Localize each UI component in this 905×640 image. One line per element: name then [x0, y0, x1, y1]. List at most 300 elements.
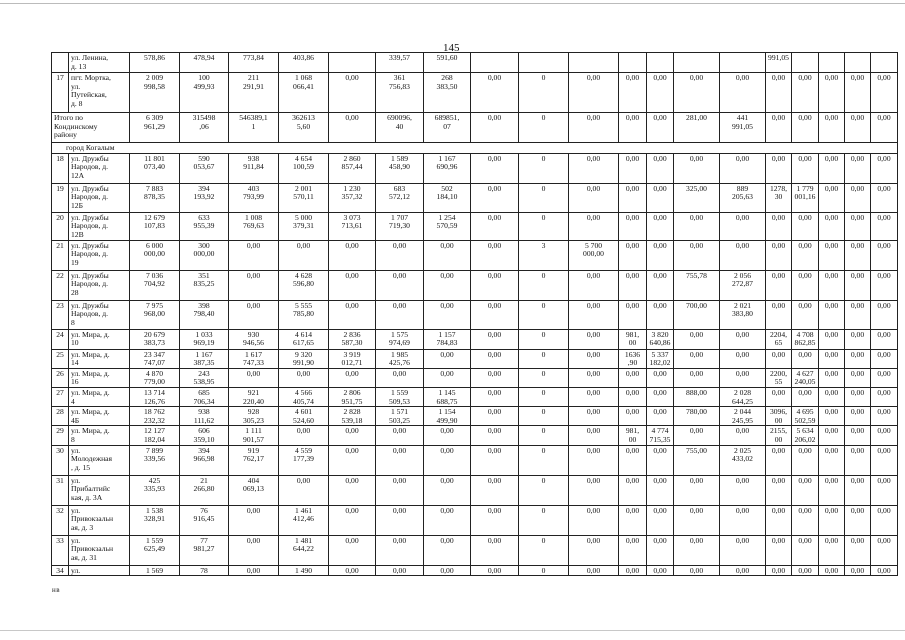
value-cell: 7 036 704,92: [130, 270, 180, 300]
value-cell: 0,00: [471, 426, 519, 445]
value-cell: 398 798,40: [180, 300, 229, 329]
value-cell: 2 009 998,58: [130, 73, 180, 113]
value-cell: 0,00: [647, 445, 674, 475]
value-cell: 0,00: [845, 183, 871, 212]
value-cell: [871, 53, 898, 73]
value-cell: 0,00: [424, 300, 471, 329]
value-cell: 0,00: [766, 505, 792, 535]
value-cell: [720, 53, 766, 73]
value-cell: 0,00: [647, 300, 674, 329]
value-cell: 4 566 405,74: [279, 387, 329, 406]
value-cell: 9 320 991,90: [279, 349, 329, 368]
value-cell: 0: [519, 73, 569, 113]
value-cell: 0,00: [720, 329, 766, 349]
value-cell: 0,00: [329, 73, 376, 113]
value-cell: 700,00: [674, 300, 720, 329]
value-cell: 3: [519, 240, 569, 270]
table-row: [52, 270, 898, 300]
section-title: город Когалым: [52, 143, 898, 154]
value-cell: 1 145 688,75: [424, 387, 471, 406]
value-cell: 1 008 769,63: [229, 212, 279, 240]
value-cell: 0,00: [471, 349, 519, 368]
value-cell: 1 490: [279, 565, 329, 576]
address-cell: ул. Дружбы Народов, д. 12В: [69, 212, 130, 240]
value-cell: 7 899 339,56: [130, 445, 180, 475]
value-cell: 0,00: [376, 445, 424, 475]
value-cell: 0,00: [376, 426, 424, 445]
row-number: 24: [52, 329, 69, 349]
value-cell: 0,00: [792, 300, 819, 329]
value-cell: 0,00: [376, 270, 424, 300]
table-row: [52, 329, 898, 349]
value-cell: 0,00: [674, 349, 720, 368]
data-table: [51, 52, 898, 576]
row-number: [52, 53, 69, 73]
value-cell: 0,00: [845, 407, 871, 426]
value-cell: 1 779 001,16: [792, 183, 819, 212]
value-cell: 0,00: [569, 153, 619, 183]
value-cell: 0,00: [792, 113, 819, 143]
value-cell: 502 184,10: [424, 183, 471, 212]
address-cell: ул. Дружбы Народов, д. 12А: [69, 153, 130, 183]
value-cell: 351 835,25: [180, 270, 229, 300]
value-cell: 0,00: [647, 387, 674, 406]
value-cell: 921 220,40: [229, 387, 279, 406]
value-cell: 20 679 383,73: [130, 329, 180, 349]
value-cell: 981, 00: [619, 426, 647, 445]
value-cell: 0,00: [471, 183, 519, 212]
value-cell: 0,00: [871, 329, 898, 349]
value-cell: 0,00: [674, 212, 720, 240]
value-cell: 0,00: [647, 212, 674, 240]
value-cell: 0,00: [279, 426, 329, 445]
value-cell: 0,00: [792, 505, 819, 535]
value-cell: 0,00: [871, 300, 898, 329]
value-cell: 0,00: [569, 387, 619, 406]
value-cell: 0,00: [871, 535, 898, 565]
value-cell: 0,00: [471, 535, 519, 565]
value-cell: 0,00: [871, 153, 898, 183]
value-cell: 0,00: [819, 535, 845, 565]
value-cell: 2 028 644,25: [720, 387, 766, 406]
value-cell: 1 167 690,96: [424, 153, 471, 183]
value-cell: 0,00: [471, 368, 519, 387]
value-cell: 100 499,93: [180, 73, 229, 113]
value-cell: [619, 53, 647, 73]
scan-top-edge: [0, 3, 905, 4]
value-cell: 0,00: [845, 349, 871, 368]
value-cell: 0,00: [647, 183, 674, 212]
row-number: 17: [52, 73, 69, 113]
value-cell: 0,00: [871, 475, 898, 505]
value-cell: 1 538 328,91: [130, 505, 180, 535]
value-cell: 0: [519, 153, 569, 183]
address-cell: ул. Мира, д. 10: [69, 329, 130, 349]
value-cell: 0,00: [819, 475, 845, 505]
address-cell: ул. Дружбы Народов, д. 19: [69, 240, 130, 270]
value-cell: 0,00: [871, 212, 898, 240]
value-cell: 0,00: [674, 240, 720, 270]
value-cell: 0,00: [819, 387, 845, 406]
value-cell: 0,00: [471, 212, 519, 240]
value-cell: 0,00: [871, 73, 898, 113]
value-cell: 0,00: [376, 368, 424, 387]
value-cell: 11 801 073,40: [130, 153, 180, 183]
value-cell: 4 654 100,59: [279, 153, 329, 183]
value-cell: [647, 53, 674, 73]
value-cell: 1 033 969,19: [180, 329, 229, 349]
value-cell: 1 157 784,83: [424, 329, 471, 349]
value-cell: 0,00: [569, 113, 619, 143]
value-cell: 3 073 713,61: [329, 212, 376, 240]
value-cell: 0,00: [845, 113, 871, 143]
value-cell: 1 985 425,76: [376, 349, 424, 368]
value-cell: 0,00: [619, 407, 647, 426]
value-cell: 0,00: [871, 407, 898, 426]
value-cell: 0: [519, 113, 569, 143]
value-cell: 403 793,99: [229, 183, 279, 212]
value-cell: 919 762,17: [229, 445, 279, 475]
value-cell: 0: [519, 349, 569, 368]
value-cell: 0,00: [819, 368, 845, 387]
table-row: [52, 300, 898, 329]
table-row: [52, 212, 898, 240]
value-cell: 0,00: [619, 387, 647, 406]
value-cell: 0,00: [619, 73, 647, 113]
footer-mark: нв: [52, 586, 61, 594]
value-cell: 546389,1 1: [229, 113, 279, 143]
row-number: 18: [52, 153, 69, 183]
value-cell: 0,00: [674, 73, 720, 113]
value-cell: 0,00: [471, 445, 519, 475]
value-cell: 0,00: [471, 407, 519, 426]
table-row: [52, 349, 898, 368]
value-cell: 425 335,93: [130, 475, 180, 505]
value-cell: 0,00: [845, 445, 871, 475]
value-cell: 2 828 539,18: [329, 407, 376, 426]
value-cell: 403,86: [279, 53, 329, 73]
value-cell: 394 966,98: [180, 445, 229, 475]
value-cell: 0: [519, 505, 569, 535]
value-cell: 0,00: [819, 240, 845, 270]
value-cell: 1 707 719,30: [376, 212, 424, 240]
value-cell: 0,00: [871, 183, 898, 212]
value-cell: 78: [180, 565, 229, 576]
value-cell: 0,00: [720, 240, 766, 270]
address-cell: ул. Молодежная , д. 15: [69, 445, 130, 475]
value-cell: 0,00: [471, 329, 519, 349]
value-cell: 0,00: [619, 535, 647, 565]
value-cell: 0,00: [792, 270, 819, 300]
value-cell: 0,00: [619, 368, 647, 387]
value-cell: 685 706,34: [180, 387, 229, 406]
address-cell: ул. Мира, д. 4: [69, 387, 130, 406]
value-cell: 0,00: [845, 565, 871, 576]
row-number: 33: [52, 535, 69, 565]
value-cell: 3 820 640,86: [647, 329, 674, 349]
value-cell: 780,00: [674, 407, 720, 426]
value-cell: 0,00: [819, 183, 845, 212]
value-cell: 928 305,23: [229, 407, 279, 426]
value-cell: 18 762 232,32: [130, 407, 180, 426]
value-cell: 4 601 524,60: [279, 407, 329, 426]
value-cell: 0,00: [229, 300, 279, 329]
value-cell: 0,00: [845, 73, 871, 113]
value-cell: 441 991,05: [720, 113, 766, 143]
value-cell: 0,00: [569, 212, 619, 240]
value-cell: 404 069,13: [229, 475, 279, 505]
value-cell: 0,00: [674, 565, 720, 576]
value-cell: 0,00: [569, 565, 619, 576]
value-cell: 991,05: [766, 53, 792, 73]
value-cell: 300 000,00: [180, 240, 229, 270]
value-cell: 0,00: [766, 475, 792, 505]
value-cell: 0,00: [471, 475, 519, 505]
value-cell: 0,00: [569, 535, 619, 565]
row-number: 32: [52, 505, 69, 535]
value-cell: 281,00: [674, 113, 720, 143]
value-cell: 268 383,50: [424, 73, 471, 113]
value-cell: 211 291,91: [229, 73, 279, 113]
value-cell: 243 538,95: [180, 368, 229, 387]
value-cell: 0,00: [819, 212, 845, 240]
row-number: 21: [52, 240, 69, 270]
value-cell: 0,00: [647, 113, 674, 143]
table-row: [52, 475, 898, 505]
value-cell: 77 981,27: [180, 535, 229, 565]
value-cell: 0,00: [819, 565, 845, 576]
value-cell: 0: [519, 445, 569, 475]
value-cell: [819, 53, 845, 73]
address-cell: пгт. Мортка, ул. Путейская, д. 8: [69, 73, 130, 113]
value-cell: 1 559 625,49: [130, 535, 180, 565]
value-cell: 3096, 00: [766, 407, 792, 426]
value-cell: [569, 53, 619, 73]
value-cell: 0,00: [376, 535, 424, 565]
value-cell: 5 634 206,02: [792, 426, 819, 445]
value-cell: 0,00: [329, 240, 376, 270]
row-number: 23: [52, 300, 69, 329]
page-number: 145: [443, 42, 460, 54]
value-cell: 0,00: [329, 535, 376, 565]
value-cell: 0,00: [766, 153, 792, 183]
row-number: 26: [52, 368, 69, 387]
value-cell: 0,00: [674, 475, 720, 505]
value-cell: 1 575 974,69: [376, 329, 424, 349]
value-cell: 0,00: [871, 368, 898, 387]
value-cell: 0,00: [845, 426, 871, 445]
value-cell: 0: [519, 183, 569, 212]
value-cell: 0: [519, 270, 569, 300]
value-cell: 1 230 357,32: [329, 183, 376, 212]
value-cell: 0,00: [819, 270, 845, 300]
value-cell: 0,00: [845, 535, 871, 565]
value-cell: 0,00: [619, 475, 647, 505]
value-cell: 0,00: [792, 445, 819, 475]
value-cell: 0,00: [647, 153, 674, 183]
value-cell: 7 975 968,00: [130, 300, 180, 329]
value-cell: 0,00: [819, 407, 845, 426]
address-cell: ул. Привокзальн ая, д. 3: [69, 505, 130, 535]
value-cell: 606 359,10: [180, 426, 229, 445]
value-cell: 0,00: [647, 240, 674, 270]
value-cell: 0,00: [819, 445, 845, 475]
value-cell: 1 154 499,90: [424, 407, 471, 426]
value-cell: 0,00: [871, 426, 898, 445]
value-cell: 0,00: [619, 270, 647, 300]
value-cell: 0,00: [471, 300, 519, 329]
value-cell: 4 628 596,80: [279, 270, 329, 300]
value-cell: 0,00: [329, 270, 376, 300]
value-cell: 938 911,84: [229, 153, 279, 183]
value-cell: 1 589 458,90: [376, 153, 424, 183]
value-cell: 4 708 862,85: [792, 329, 819, 349]
value-cell: 2 860 857,44: [329, 153, 376, 183]
value-cell: 0,00: [792, 387, 819, 406]
value-cell: 0,00: [792, 565, 819, 576]
value-cell: 1 167 387,35: [180, 349, 229, 368]
value-cell: 0,00: [569, 300, 619, 329]
value-cell: 0,00: [720, 535, 766, 565]
value-cell: 0,00: [845, 387, 871, 406]
value-cell: 0,00: [647, 505, 674, 535]
value-cell: 0,00: [766, 445, 792, 475]
value-cell: 0,00: [792, 153, 819, 183]
value-cell: 362613 5,60: [279, 113, 329, 143]
row-number: 29: [52, 426, 69, 445]
value-cell: 0,00: [792, 240, 819, 270]
value-cell: 4 695 502,59: [792, 407, 819, 426]
value-cell: 0: [519, 212, 569, 240]
value-cell: 0,00: [792, 535, 819, 565]
value-cell: 339,57: [376, 53, 424, 73]
value-cell: 0,00: [329, 445, 376, 475]
value-cell: 2 806 951,75: [329, 387, 376, 406]
value-cell: 0,00: [471, 565, 519, 576]
value-cell: 5 000 379,31: [279, 212, 329, 240]
value-cell: 0,00: [819, 113, 845, 143]
value-cell: 0,00: [569, 349, 619, 368]
value-cell: 6 309 961,29: [130, 113, 180, 143]
value-cell: 0,00: [471, 240, 519, 270]
value-cell: 0,00: [619, 183, 647, 212]
value-cell: 0,00: [871, 565, 898, 576]
value-cell: 0,00: [766, 349, 792, 368]
value-cell: 0,00: [766, 387, 792, 406]
value-cell: 2 025 433,02: [720, 445, 766, 475]
value-cell: 0,00: [229, 240, 279, 270]
value-cell: 1 571 503,25: [376, 407, 424, 426]
value-cell: 1 559 509,53: [376, 387, 424, 406]
value-cell: 0,00: [647, 407, 674, 426]
value-cell: 633 955,39: [180, 212, 229, 240]
value-cell: [674, 53, 720, 73]
value-cell: 0,00: [471, 270, 519, 300]
address-cell: ул. Дружбы Народов, д. 12Б: [69, 183, 130, 212]
value-cell: 4 627 240,05: [792, 368, 819, 387]
value-cell: [519, 53, 569, 73]
row-number: 20: [52, 212, 69, 240]
value-cell: 590 053,67: [180, 153, 229, 183]
value-cell: 5 555 785,80: [279, 300, 329, 329]
scan-bottom-edge: [0, 630, 905, 631]
value-cell: 1 111 901,57: [229, 426, 279, 445]
value-cell: 0,00: [647, 565, 674, 576]
address-cell: ул. Мира, д. 8: [69, 426, 130, 445]
value-cell: 3 919 012,71: [329, 349, 376, 368]
value-cell: 0,00: [766, 565, 792, 576]
value-cell: 0,00: [424, 565, 471, 576]
value-cell: 478,94: [180, 53, 229, 73]
value-cell: 4 614 617,65: [279, 329, 329, 349]
row-number: 25: [52, 349, 69, 368]
value-cell: 0,00: [619, 153, 647, 183]
value-cell: [329, 53, 376, 73]
value-cell: 0,00: [766, 300, 792, 329]
value-cell: 755,00: [674, 445, 720, 475]
value-cell: 0,00: [329, 565, 376, 576]
value-cell: 0,00: [329, 505, 376, 535]
value-cell: 0,00: [329, 113, 376, 143]
value-cell: 4 559 177,39: [279, 445, 329, 475]
value-cell: 76 916,45: [180, 505, 229, 535]
value-cell: 2 021 383,80: [720, 300, 766, 329]
value-cell: 0,00: [424, 475, 471, 505]
value-cell: 0,00: [424, 426, 471, 445]
value-cell: 0,00: [871, 505, 898, 535]
value-cell: 1 569: [130, 565, 180, 576]
table-row: [52, 53, 898, 73]
address-cell: ул.: [69, 565, 130, 576]
table-row: [52, 505, 898, 535]
value-cell: 0,00: [279, 475, 329, 505]
value-cell: 0,00: [674, 426, 720, 445]
table-row: [52, 73, 898, 113]
value-cell: 0,00: [871, 349, 898, 368]
address-cell: ул. Ленина, д. 13: [69, 53, 130, 73]
value-cell: 4 870 779,00: [130, 368, 180, 387]
value-cell: 0,00: [871, 270, 898, 300]
value-cell: 0,00: [871, 113, 898, 143]
value-cell: 0,00: [329, 368, 376, 387]
value-cell: 325,00: [674, 183, 720, 212]
value-cell: 0,00: [647, 368, 674, 387]
value-cell: 938 111,62: [180, 407, 229, 426]
value-cell: 0,00: [569, 368, 619, 387]
value-cell: 0,00: [229, 270, 279, 300]
value-cell: 0,00: [674, 329, 720, 349]
value-cell: 755,78: [674, 270, 720, 300]
address-cell: ул. Мира, д. 14: [69, 349, 130, 368]
value-cell: 5 700 000,00: [569, 240, 619, 270]
value-cell: 394 193,92: [180, 183, 229, 212]
value-cell: 0,00: [674, 153, 720, 183]
table-row: [52, 565, 898, 576]
value-cell: 2155, 00: [766, 426, 792, 445]
value-cell: 0: [519, 387, 569, 406]
address-cell: ул. Мира, д. 4Б: [69, 407, 130, 426]
value-cell: 0,00: [766, 212, 792, 240]
value-cell: 0,00: [229, 368, 279, 387]
value-cell: 0,00: [720, 368, 766, 387]
value-cell: 0,00: [845, 270, 871, 300]
value-cell: 0,00: [647, 270, 674, 300]
value-cell: 0: [519, 565, 569, 576]
value-cell: 0,00: [471, 113, 519, 143]
value-cell: 0,00: [376, 505, 424, 535]
value-cell: 0,00: [720, 426, 766, 445]
value-cell: 0,00: [619, 505, 647, 535]
